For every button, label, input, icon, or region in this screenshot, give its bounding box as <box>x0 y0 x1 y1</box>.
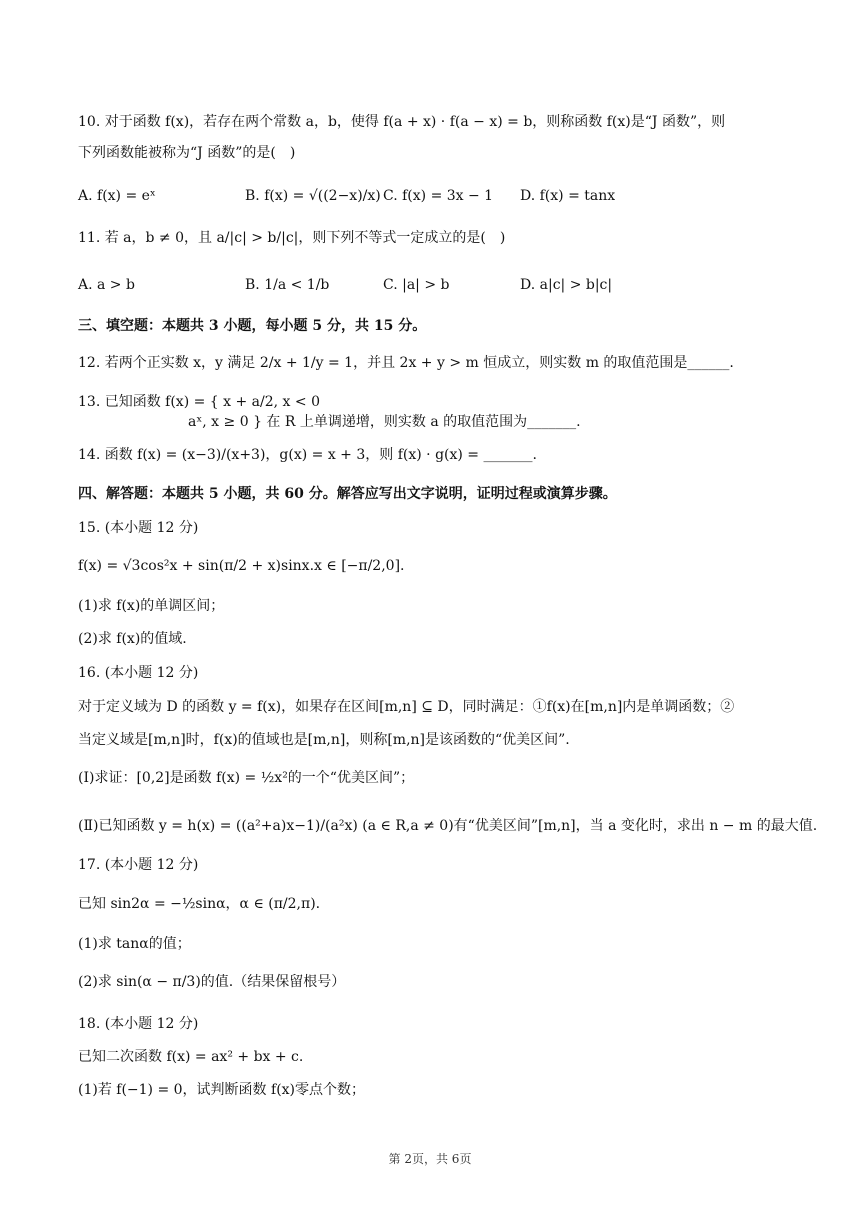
q16-part2: (Ⅱ)已知函数 y = h(x) = ((a²+a)x−1)/(a²x) (a ∈ R,a ≠ 0)有“优美区间”[m,n]，当 a 变化时，求出 n − m 的最大值. <box>78 818 818 834</box>
q16-line2: 当定义域是[m,n]时，f(x)的值域也是[m,n]，则称[m,n]是该函数的“优美区间”. <box>78 732 570 748</box>
q15-part2: (2)求 f(x)的值域. <box>78 631 187 647</box>
page-footer: 第 2页，共 6页 <box>388 1152 472 1166</box>
q10-option-c: C. f(x) = 3x − 1 <box>383 188 494 204</box>
q16-part1: (Ⅰ)求证：[0,2]是函数 f(x) = ½x²的一个“优美区间”； <box>78 770 415 786</box>
q17-part2: (2)求 sin(α − π/3)的值.（结果保留根号） <box>78 974 346 990</box>
q15-given: f(x) = √3cos²x + sin(π/2 + x)sinx.x ∈ [−π/2,0]. <box>78 558 405 574</box>
q10-line1: 10. 对于函数 f(x)，若存在两个常数 a，b，使得 f(a + x) · f(a − x) = b，则称函数 f(x)是“J 函数”，则 <box>78 114 726 130</box>
q17-header: 17. (本小题 12 分) <box>78 857 199 873</box>
q11-option-c: C. |a| > b <box>383 277 450 293</box>
section-3-heading: 三、填空题：本题共 3 小题，每小题 5 分，共 15 分。 <box>78 318 427 334</box>
q10-option-a: A. f(x) = eˣ <box>78 188 156 204</box>
q11-option-b: B. 1/a < 1/b <box>245 277 330 293</box>
q18-part1: (1)若 f(−1) = 0，试判断函数 f(x)零点个数； <box>78 1082 366 1098</box>
q17-given: 已知 sin2α = −½sinα，α ∈ (π/2,π). <box>78 896 321 912</box>
q10-option-d: D. f(x) = tanx <box>520 188 616 204</box>
q11-option-d: D. a|c| > b|c| <box>520 277 613 293</box>
q11-stem: 11. 若 a，b ≠ 0，且 a/|c| > b/|c|，则下列不等式一定成立的是( ) <box>78 230 506 246</box>
section-4-heading: 四、解答题：本题共 5 小题，共 60 分。解答应写出文字说明，证明过程或演算步骤。 <box>78 486 617 502</box>
q15-header: 15. (本小题 12 分) <box>78 520 199 536</box>
q10-line2: 下列函数能被称为“J 函数”的是( ) <box>78 145 296 161</box>
q13-line1: 13. 已知函数 f(x) = { x + a/2, x < 0 <box>78 394 320 410</box>
q16-line1: 对于定义域为 D 的函数 y = f(x)，如果存在区间[m,n] ⊆ D，同时满足：①f(x)在[m,n]内是单调函数；② <box>78 699 735 715</box>
q13-line2: aˣ, x ≥ 0 } 在 R 上单调递增，则实数 a 的取值范围为_______. <box>188 414 581 430</box>
q15-part1: (1)求 f(x)的单调区间； <box>78 598 225 614</box>
q11-option-a: A. a > b <box>78 277 135 293</box>
q12-stem: 12. 若两个正实数 x，y 满足 2/x + 1/y = 1，并且 2x + y > m 恒成立，则实数 m 的取值范围是______. <box>78 355 734 371</box>
q16-header: 16. (本小题 12 分) <box>78 665 199 681</box>
q18-header: 18. (本小题 12 分) <box>78 1016 199 1032</box>
q10-option-b: B. f(x) = √((2−x)/x) <box>245 188 381 204</box>
q18-given: 已知二次函数 f(x) = ax² + bx + c. <box>78 1049 304 1065</box>
q17-part1: (1)求 tanα的值； <box>78 936 191 952</box>
q14-stem: 14. 函数 f(x) = (x−3)/(x+3)，g(x) = x + 3，则 f(x) · g(x) = _______. <box>78 447 537 463</box>
